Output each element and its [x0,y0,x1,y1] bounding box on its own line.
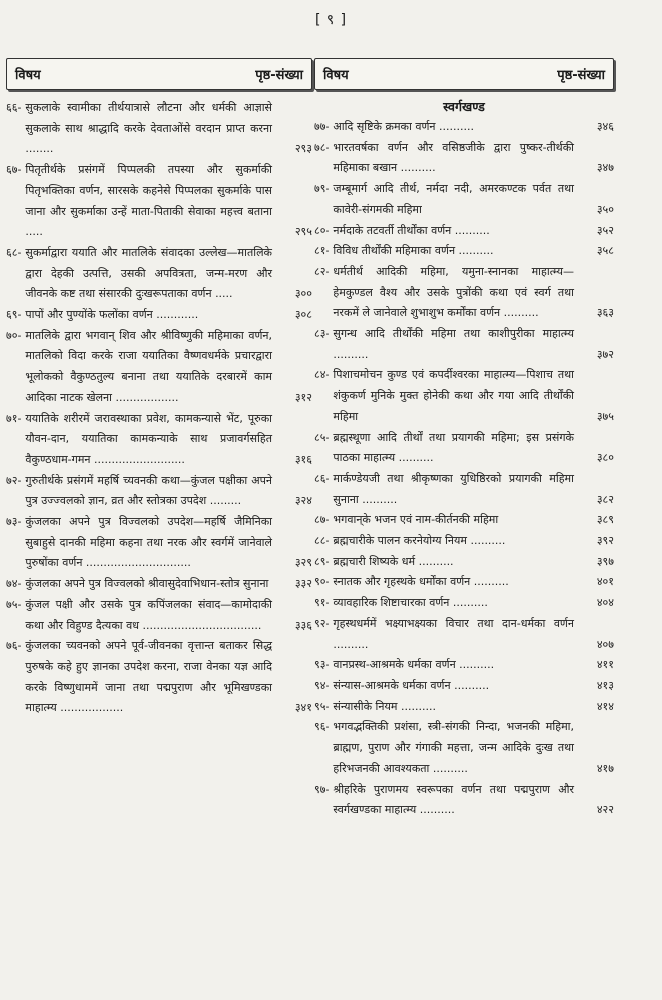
entry-number: ८९- [314,554,330,568]
entry-number: ७६- [6,639,22,653]
entry-page: ३५८ [596,244,614,258]
entry-title: व्यावहारिक शिष्टाचारका वर्णन .......... [333,596,488,610]
toc-entry [314,117,614,138]
entry-number: ९६- [314,720,330,734]
entry-page: ३०८ [294,308,312,322]
entry-title: पिशाचमोचन कुण्ड एवं कपर्दीश्वरका माहात्म्य—पिशाच तथा शंकुकर्ण मुनिके मुक्त होनेकी कथा और गया आदि तीर्थोंकी महिमा [333,368,574,423]
entry-title: संन्यास-आश्रमके धर्मका वर्णन .......... [333,678,490,692]
entry-title: गुरुतीर्थके प्रसंगमें महर्षि च्यवनकी कथा—कुंजल पक्षीका अपने पुत्र उज्ज्वलको ज्ञान, व्रत और स्तोत्रका उपदेश ......... [25,473,272,508]
entry-title: आदि सृष्टिके क्रमका वर्णन .......... [333,120,474,133]
entry-title: वानप्रस्थ-आश्रमके धर्मका वर्णन .......... [333,658,495,672]
entry-title: सुकर्माद्वारा ययाति और मातलिके संवादका उल्लेख—मातलिके द्वारा देहकी उत्पत्ति, उसकी अपवित्रता, जन्म-मरण और जीवनके कष्ट तथा संसारकी दुःखरूपताका वर्णन ..... [25,245,272,301]
entry-page: ३७२ [596,347,614,361]
toc-entry [314,780,614,821]
toc-entry [314,365,614,427]
entry-page: ३५२ [596,223,614,237]
entry-number: ८१- [314,244,330,258]
entry-number: ७०- [6,328,22,342]
toc-entry [314,697,614,718]
toc-entry [6,326,312,409]
toc-entry [314,221,614,242]
toc-entry [314,572,614,593]
entry-number: ९१- [314,596,330,610]
toc-entry [314,593,614,614]
toc-entry [314,138,614,179]
entry-title: कुंजल पक्षी और उसके पुत्र कपिंजलका संवाद—कामोदाकी कथा और विहुण्ड दैत्यका वध .................................. [25,597,272,632]
entry-number: ७२- [6,473,22,487]
toc-entry [314,241,614,262]
entry-page: ३०० [294,287,312,301]
entry-title: कुंजलका अपने पुत्र विज्वलको उपदेश—महर्षि जैमिनिका सुबाहुसे दानकी महिमा कहना तथा नरक और स्वर्गमें जानेवाले पुरुषोंका वर्णन .............................. [25,515,272,570]
left-column [6,58,312,719]
entry-number: ६६- [6,101,22,114]
entry-title: भारतवर्षका वर्णन और वसिष्ठजीके द्वारा पुष्कर-तीर्थकी महिमाका बखान .......... [333,140,574,175]
page-count-heading: पृष्ठ-संख्या [557,68,605,83]
entry-title: संन्यासीके नियम .......... [333,699,436,713]
entry-page: ४०७ [596,637,614,651]
right-column-header [314,58,614,90]
toc-entry [314,324,614,365]
entry-number: ७१- [6,411,22,425]
toc-entry [314,552,614,573]
toc-entry [6,409,312,471]
entry-page: ३३६ [294,618,312,632]
entry-page: ३५० [596,202,614,216]
toc-entry [314,428,614,469]
entry-title: श्रीहरिके पुराणमय स्वरूपका वर्णन तथा पद्मपुराण और स्वर्गखण्डका माहात्म्य .......... [333,782,574,817]
entry-title: ययातिके शरीरमें जरावस्थाका प्रवेश, कामकन्यासे भेंट, पूरुका यौवन-दान, ययातिका कामकन्याके साथ प्रजावर्गसहित वैकुण्ठधाम-गमन .......................... [25,411,272,466]
entry-page: ३९७ [596,554,614,568]
entry-title: ब्रह्मचारी शिष्यके धर्म .......... [333,554,454,568]
entry-title: कुंजलका अपने पुत्र विज्वलको श्रीवासुदेवाभिधान-स्तोत्र सुनाना [25,577,269,591]
entry-number: ९०- [314,575,330,589]
entry-number: ८६- [314,471,330,485]
subject-heading: विषय [15,68,41,83]
entry-number: ७९- [314,182,330,196]
entry-number: ९५- [314,699,330,713]
toc-entry [314,531,614,552]
entry-title: पितृतीर्थके प्रसंगमें पिप्पलकी तपस्या और सुकर्माकी पितृभक्तिका वर्णन, सारसके कहनेसे पिप्पलका सुकर्माके पास जाना और सुकर्माका उन्हें माता-पिताकी सेवाका महत्त्व बताना ..... [25,163,272,239]
section-title: स्वर्गखण्ड [443,99,485,114]
toc-entry [6,98,312,160]
toc-entry [6,512,312,574]
subject-heading: विषय [323,68,349,83]
entry-page: ३९२ [596,534,614,548]
entry-number: ९४- [314,678,330,692]
entry-title: जम्बूमार्ग आदि तीर्थ, नर्मदा नदी, अमरकण्टक पर्वत तथा कावेरी-संगमकी महिमा [333,182,574,216]
entry-page: ३३२ [294,577,312,591]
left-entries [6,98,312,719]
entry-page: ३४६ [596,120,614,133]
entry-number: ८५- [314,430,330,444]
entry-page: ४०४ [596,596,614,610]
toc-entry [6,471,312,512]
entry-title: धर्मतीर्थ आदिकी महिमा, यमुना-स्नानका माहात्म्य—हेमकुण्डल वैश्य और उसके पुत्रोंकी कथा एवं स्वर्ग तथा नरकमें ले जानेवाले शुभाशुभ कर्मोंका वर्णन .......... [333,264,574,320]
entry-title: ब्रह्मस्थूणा आदि तीर्थों तथा प्रयागकी महिमा; इस प्रसंगके पाठका माहात्म्य .......... [333,430,574,465]
toc-entry [314,179,614,220]
entry-number: ७५- [6,597,22,611]
entry-number: ९३- [314,658,330,672]
entry-page: ३८२ [596,492,614,506]
right-entries [314,117,614,821]
toc-entry [314,262,614,324]
entry-title: मार्कण्डेयजी तथा श्रीकृष्णका युधिष्ठिरको प्रयागकी महिमा सुनाना .......... [333,471,574,506]
entry-title: ब्रह्मचारीके पालन करनेयोग्य नियम .......... [333,534,506,548]
entry-number: ६७- [6,163,22,177]
toc-entry [314,717,614,779]
entry-title: नर्मदाके तटवर्ती तीर्थोंका वर्णन .......... [333,223,490,237]
entry-title: सुगन्ध आदि तीर्थोंकी महिमा तथा काशीपुरीका माहात्म्य .......... [333,327,574,361]
right-column [314,58,614,821]
entry-page: ३२४ [294,494,312,508]
entry-page: ४१३ [596,678,614,692]
entry-title: विविध तीर्थोंकी महिमाका वर्णन .......... [333,244,494,258]
entry-page: ३२९ [294,556,312,570]
entry-page: ३४१ [294,701,312,715]
toc-entry [6,574,312,595]
entry-page: ३७५ [596,409,614,423]
toc-entry [314,614,614,655]
toc-entry [314,510,614,531]
entry-page: ४०१ [596,575,614,589]
toc-entry [6,160,312,243]
entry-title: भगवान्‌के भजन एवं नाम-कीर्तनकी महिमा [333,513,499,527]
entry-title: गृहस्थधर्ममें भक्ष्याभक्ष्यका विचार तथा दान-धर्मका वर्णन .......... [333,616,574,651]
entry-title: सुकलाके स्वामीका तीर्थयात्रासे लौटना और धर्मकी आज्ञासे सुकलाके साथ श्राद्धादि करके देवताओंसे वरदान प्राप्त करना ........ [25,101,272,156]
toc-entry [6,305,312,326]
toc-entry [6,595,312,636]
toc-entry [6,636,312,719]
entry-number: ७४- [6,577,22,591]
entry-title: स्नातक और गृहस्थके धर्मोंका वर्णन .......... [333,575,509,589]
entry-page: ३६३ [596,306,614,320]
entry-title: पापों और पुण्योंके फलोंका वर्णन ............ [25,308,199,322]
entry-number: ७३- [6,515,22,529]
entry-page: ३४७ [596,161,614,175]
entry-page: २९५ [294,225,312,239]
entry-number: ९७- [314,782,330,796]
entry-number: ६८- [6,245,22,259]
toc-entry [6,243,312,305]
page-number: [ ९ ] [314,12,348,28]
entry-page: ३८९ [596,513,614,527]
entry-page: ३८० [596,451,614,465]
entry-page: ३१६ [294,452,312,466]
entry-number: ६९- [6,308,22,322]
entry-page: ३१२ [294,390,312,404]
entry-page: ४१४ [596,699,614,713]
entry-number: ७७- [314,120,330,133]
entry-number: ८०- [314,223,330,237]
toc-entry [314,655,614,676]
entry-number: ८८- [314,534,330,548]
entry-page: २९३ [294,142,312,156]
entry-page: ४१७ [596,761,614,775]
entry-number: ८४- [314,368,330,382]
entry-number: ८३- [314,327,330,341]
entry-page: ४२२ [596,803,614,817]
entry-title: कुंजलका च्यवनको अपने पूर्व-जीवनका वृत्तान्त बताकर सिद्ध पुरुषके कहे हुए ज्ञानका उपदेश करना, राजा वेनका यज्ञ आदि करके विष्णुधाममें जाना तथा पद्मपुराण और भूमिखण्डका माहात्म्य .................. [25,639,272,715]
toc-entry [314,676,614,697]
entry-title: भगवद्भक्तिकी प्रशंसा, स्त्री-संगकी निन्दा, भजनकी महिमा, ब्राह्मण, पुराण और गंगाकी महत्ता, जन्म आदिके दुःख तथा हरिभजनकी आवश्यकता .......... [333,720,574,775]
left-column-header [6,58,312,90]
page-count-heading: पृष्ठ-संख्या [255,68,303,83]
toc-entry [314,469,614,510]
entry-number: ७८- [314,140,330,154]
entry-title: मातलिके द्वारा भगवान् शिव और श्रीविष्णुकी महिमाका वर्णन, मातलिको विदा करके राजा ययातिका वैष्णवधर्मके प्रचारद्वारा भूलोकको वैकुण्ठतुल्य बनाना तथा ययातिके दरबारमें काम आदिका नाटक खेलना .................. [25,328,272,404]
entry-number: ८२- [314,264,330,278]
entry-page: ४११ [596,658,614,672]
entry-number: ८७- [314,513,330,527]
entry-number: ९२- [314,616,330,630]
